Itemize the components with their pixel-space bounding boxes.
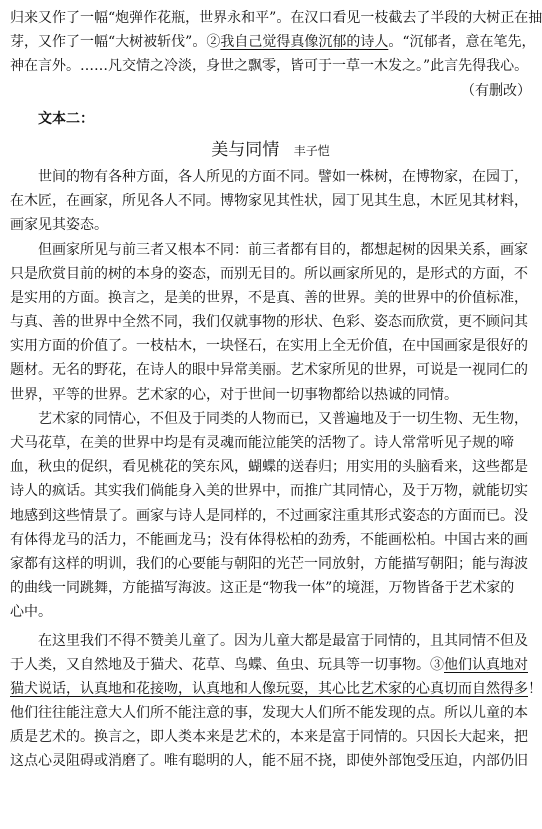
essay-author: 丰子恺 [293,143,330,158]
paragraph-line: 质是艺术的。换言之，即人类本来是艺术的，本来是富于同情的。只因长大起来，把 [10,729,528,746]
paragraph-line-text: 于人类，又自然地及于猫犬、花草、鸟蝶、鱼虫、玩具等一切事物。 [10,656,430,673]
underlined-sentence-3-cont: 猫犬说话，认真地和花接吻，认真地和人像玩耍，其心比艺术家的心真切而自然得多 [10,680,528,697]
paragraph-line: 他们往往能注意大人们所不能注意的事，发现大人们所不能发现的点。所以儿童的本 [10,705,528,722]
paragraph-line: 在木匠，在画家，所见各人不同。博物家见其性状，园丁见其生息，木匠见其材料， [10,193,528,210]
paragraph-line: 心中。 [10,604,52,621]
paragraph-line: 世间的物有各种方面，各人所见的方面不同。譬如一株树，在博物家，在园丁， [38,168,528,185]
paragraph-line [10,677,542,701]
underlined-sentence-2: 我自己觉得真像沉郁的诗人 [220,34,389,51]
annotation-mark-2: ② [206,34,221,51]
paragraph-line: 犬马花草，在美的世界中均是有灵魂而能泣能笑的活物了。诗人常常听见子规的啼 [10,435,514,451]
paragraph-line: 家都有这样的明训，我们的心要能与朝阳的光芒一同放射，方能描写朝阳；能与海波 [10,555,528,572]
annotation-mark-3: ③ [430,656,444,673]
intro-line-2-text: 芽，又作了一幅“大树被斩伐”。 [10,34,207,51]
paragraph-line: 与真、善的世界中全然不同，我们仅就事物的形状、色彩、姿态而欣赏，更不顾问其 [10,314,528,331]
essay-title-row [10,135,531,165]
paragraph-4 [10,629,542,774]
paragraph-line: 只是欣赏目前的树的本身的姿态，而别无目的。所以画家所见的，是形式的方面，不 [10,265,528,282]
paragraph-line: 血，秋虫的促织，看见桃花的笑东风，蝴蝶的送春归；用实用的头脑看来，这些都是 [10,459,528,476]
intro-line-2-tail: 。“沉郁者，意在笔先， [388,34,536,51]
paragraph-line [10,653,531,677]
paragraph-line: 题材。无名的野花，在诗人的眼中异常美丽。艺术家所见的世界，可说是一视同仁的 [10,362,528,379]
intro-line-3: 神在言外。……凡交情之冷淡，身世之飘零，皆可于一草一木发之。”此言先得我心。 [10,58,529,75]
paragraph-line: 但画家所见与前三者又根本不同：前三者都有目的，都想起树的因果关系，画家 [38,241,528,258]
paragraph-3 [10,407,531,625]
essay-title: 美与同情 [211,139,280,160]
paragraph-line: 诗人的疯话。其实我们倘能身入美的世界中，而推广其同情心，及于万物，就能切实 [10,483,528,500]
paragraph-line: 实用方面的价值了。一枝枯木，一块怪石，在实用上全无价值，在中国画家是很好的 [10,338,528,355]
paragraph-line: 世界，平等的世界。艺术家的心，对于世间一切事物都给以热诚的同情。 [10,386,458,403]
section-label-text2: 文本二： [38,110,94,127]
paragraph-line: 在这里我们不得不赞美儿童了。因为儿童大都是最富于同情的，且其同情不但及 [38,632,528,649]
paragraph-1 [10,165,531,238]
paragraph-line: 地感到这些情景了。画家与诗人是同样的，不过画家注重其形式姿态的方面而已。没 [10,507,528,524]
paragraph-line: 这点心灵阻碍或消磨了。唯有聪明的人，能不屈不挠，即使外部饱受压迫，内部仍旧 [10,753,528,770]
intro-line-1: 归来又作了一幅“炮弹作花瓶，世界永和平”。在汉口看见一枝截去了半段的大树正在抽 [10,10,542,26]
paragraph-line: 是实用的方面。换言之，是美的世界，不是真、善的世界。美的世界中的价值标准， [10,289,528,306]
paragraph-line: 艺术家的同情心，不但及于同类的人物而已，又普遍地及于一切生物、无生物， [38,410,528,427]
paragraph-line: 画家见其姿态。 [10,217,108,234]
source-note: （有删改） [461,82,531,99]
paragraph-line: 的曲线一同跳舞，方能描写海波。这正是“物我一体”的境涯，万物皆备于艺术家的 [10,580,515,597]
intro-line-2 [10,30,536,54]
paragraph-line: 有体得龙马的活力，不能画龙马；没有体得松柏的劲秀，不能画松柏。中国古来的画 [10,531,528,548]
paragraph-line-tail: ！ [528,680,542,697]
underlined-sentence-3: 他们认真地对 [444,656,528,673]
paragraph-2 [10,238,531,407]
